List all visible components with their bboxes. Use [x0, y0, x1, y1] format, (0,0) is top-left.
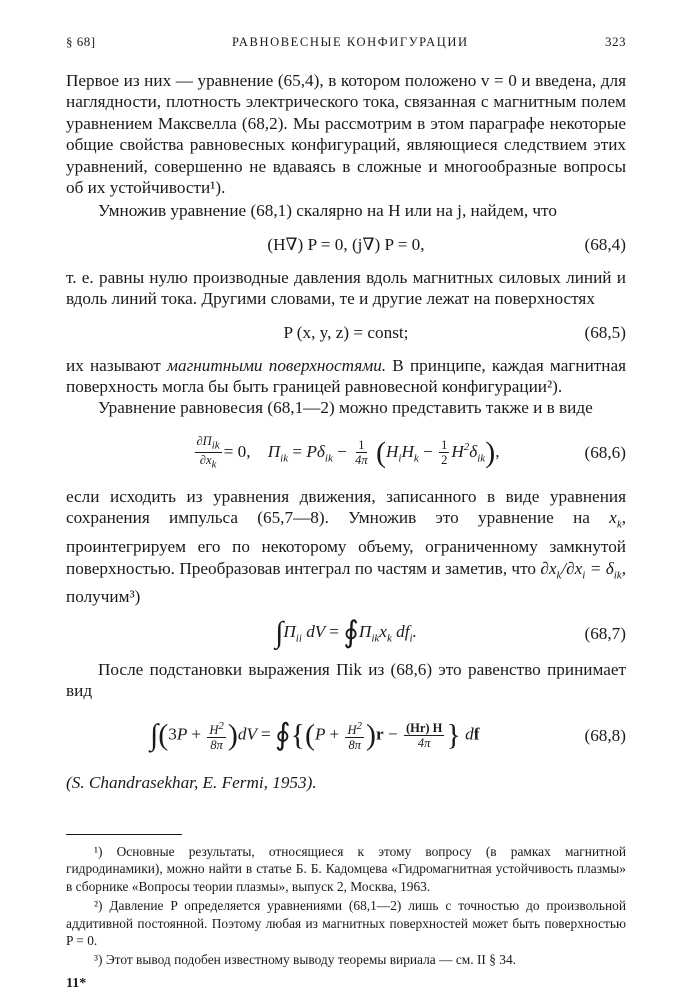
equation-68-6: [66, 425, 626, 481]
equation-68-6-formula: $\frac{\partial\Pi_{ik}}{\partial x_k}$ = 0, $\Pi_{ik} = P\delta_{ik}$ − $\frac{1}{4\pi}$ ($H_iH_k$ − $\frac{1}{2}$ $H^2\delta_{ik}$),: [196, 433, 500, 471]
paragraph-5: Уравнение равновесия (68,1—2) можно представить также и в виде: [98, 398, 593, 418]
running-title: РАВНОВЕСНЫЕ КОНФИГУРАЦИИ: [231, 35, 469, 49]
footnotes: [66, 843, 626, 971]
equation-68-8-number: (68,8): [584, 725, 626, 745]
footnote-3: ³) Этот вывод подобен известному выводу теоремы вириала — см. II § 34.: [94, 952, 516, 968]
paragraph-7: После подстановки выражения Πik из (68,6) это равенство принимает вид: [66, 659, 626, 701]
equation-68-7: [66, 614, 626, 654]
equation-68-4: [66, 228, 626, 262]
equation-68-5-number: (68,5): [584, 322, 626, 342]
equation-68-4-number: (68,4): [584, 235, 626, 255]
equation-68-5-formula: P (x, y, z) = const;: [283, 322, 409, 342]
equation-68-8-formula: ∫(3P + $\frac{H^2}{8\pi}$ )dV = ∮{(P + $\frac{H^2}{8\pi}$ )r − $\frac{(Hr) H}{4\pi}$ } df: [150, 718, 480, 753]
paragraph-4: их называют магнитными поверхностями. В принципе, каждая магнитная поверхность могла бы быть границей равновесной конфигурации²).: [66, 355, 627, 397]
paragraph-6: если исходить из уравнения движения, записанного в виде уравнения сохранения импульса (65,7—8). Умножив это уравнение на $x_k$, проинтегрируем его по некоторому объему, ограниченному замкнутой поверхностью. Преобразовав интеграл по частям и заметив, что $\partial x_k/\partial x_i = \delta_{ik}$, получим³): [66, 486, 626, 607]
main-text: [66, 70, 626, 793]
footnote-divider: [66, 834, 182, 835]
equation-68-8: [66, 708, 626, 764]
footnote-1: ¹) Основные результаты, относящиеся к этому вопросу (в рамках магнитной гидродинамики), можно найти в статье Б. Б. Кадомцева «Гидромагнитная устойчивость плазмы» в сборнике «Вопросы теории плазмы», выпуск 2, Москва, 1963.: [66, 844, 626, 894]
printer-signature-mark: 11*: [66, 976, 87, 991]
citation: (S. Chandrasekhar, E. Fermi, 1953).: [66, 772, 317, 792]
footnote-2: ²) Давление P определяется уравнениями (68,1—2) лишь с точностью до произвольной аддитивной постоянной. Поэтому любая из магнитных поверхностей может быть поверхностью P = 0.: [66, 898, 626, 949]
page-number: 323: [604, 34, 626, 49]
equation-68-5: [66, 316, 626, 350]
equation-68-6-number: (68,6): [584, 443, 626, 463]
equation-68-7-formula: $\int\Pi_{ii}$ dV = $∮\Pi_{ik}x_k$ $df_i$.: [275, 615, 417, 649]
equation-68-4-formula: (H∇) P = 0, (j∇) P = 0,: [267, 235, 425, 255]
paragraph-1: Первое из них — уравнение (65,4), в котором положено v = 0 и введена, для наглядности, плотность электрического тока, связанная с магнитным полем уравнением Максвелла (68,2). Мы рассмотрим в этом параграфе некоторые общие свойства равновесных конфигураций, являющиеся следствием этих уравнений, совершенно не вдаваясь в сложные и многообразные вопросы об их устойчивости¹).: [66, 71, 626, 198]
equation-68-7-number: (68,7): [584, 624, 626, 644]
page-header: [66, 34, 626, 50]
section-marker: § 68]: [66, 34, 96, 49]
magnetic-surfaces-term: магнитными поверхностями.: [167, 355, 387, 375]
paragraph-3: т. е. равны нулю производные давления вдоль магнитных силовых линий и вдоль линий тока. Другими словами, те и другие лежат на поверхностях: [66, 267, 626, 309]
paragraph-2: Умножив уравнение (68,1) скалярно на H или на j, найдем, что: [98, 201, 557, 221]
